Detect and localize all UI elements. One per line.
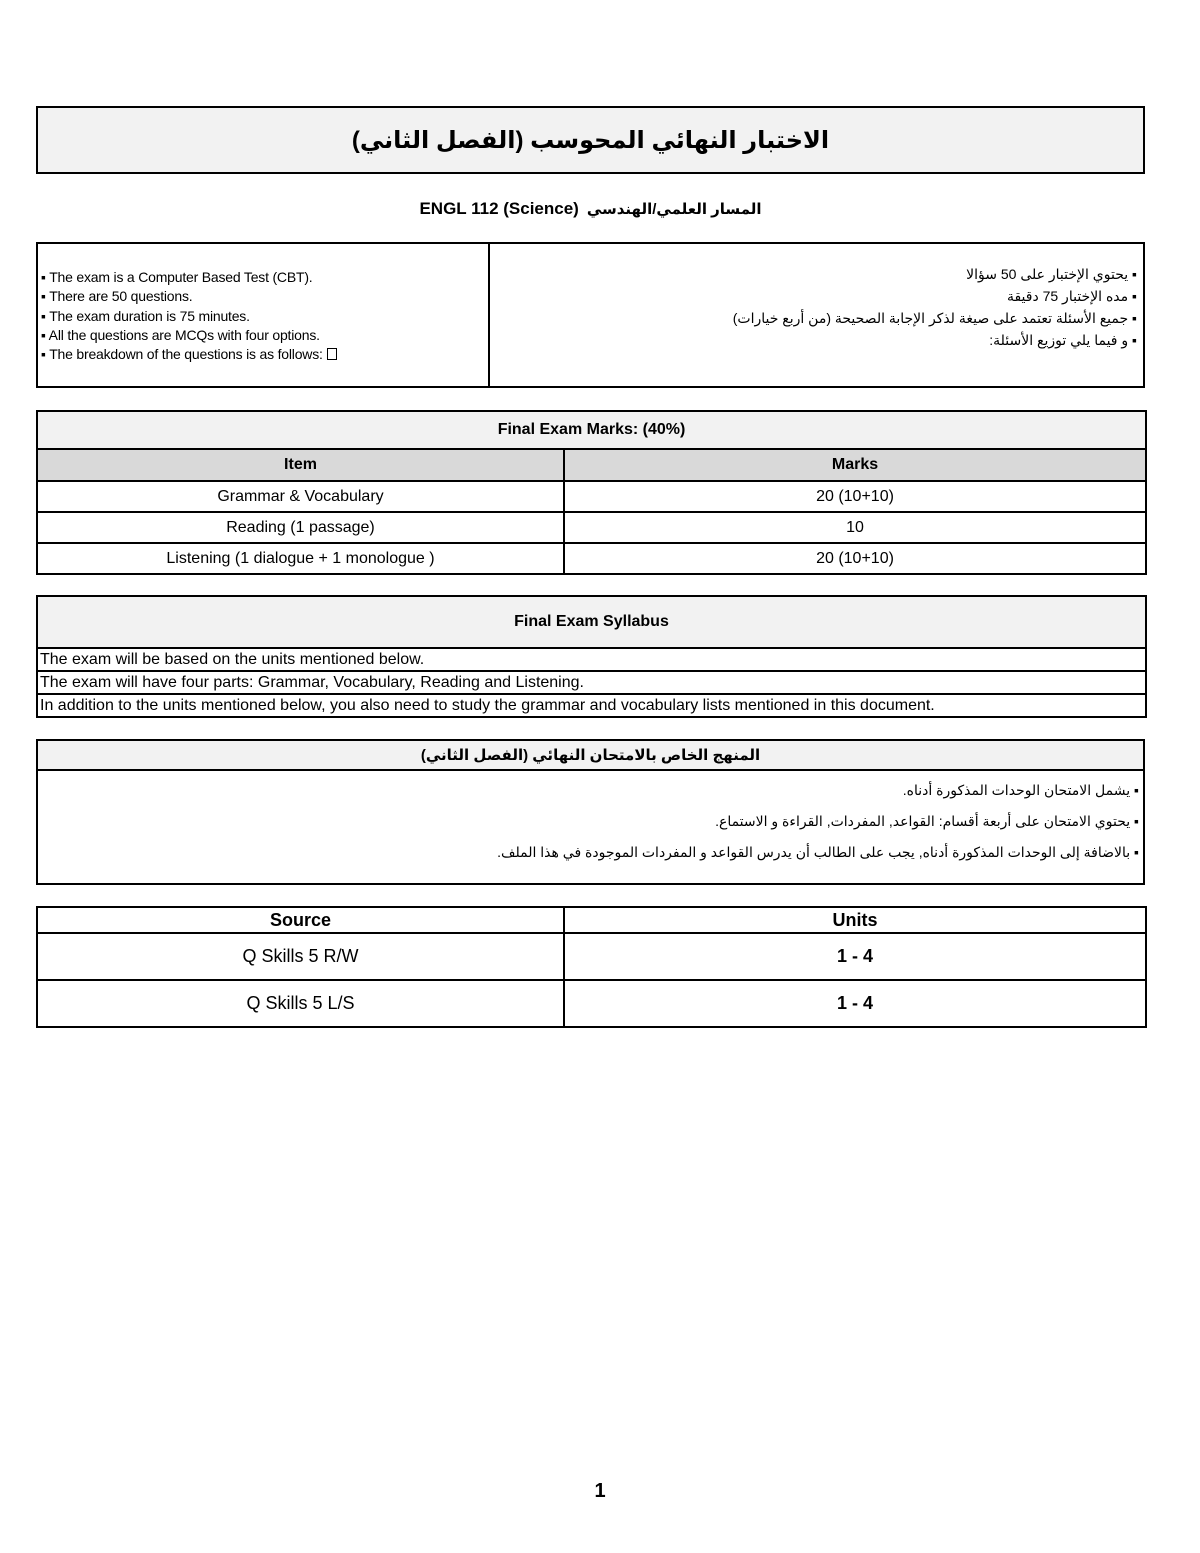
- course-subtitle: [36, 196, 1145, 222]
- info-item: ▪ There are 50 questions.: [41, 288, 193, 305]
- table-row: [37, 648, 1146, 671]
- arabic-syllabus-caption: المنهج الخاص بالامتحان النهائي (الفصل الثاني): [38, 741, 1143, 771]
- info-item-ar: ▪ يحتوي الإختبار على 50 سؤالا: [966, 266, 1137, 282]
- info-item-with-box: [41, 345, 488, 364]
- info-item: ▪ The breakdown of the questions is as follows:: [41, 346, 323, 363]
- units-cell: 1 - 4: [564, 933, 1146, 980]
- missing-glyph-icon: [327, 348, 337, 360]
- syllabus-line: The exam will be based on the units mentioned below.: [37, 648, 1146, 671]
- arabic-syllabus-body: [38, 771, 1143, 868]
- table-cell: Grammar & Vocabulary: [37, 481, 564, 512]
- table-row: [37, 694, 1146, 717]
- info-item: ▪ The exam duration is 75 minutes.: [41, 307, 250, 324]
- table-cell: 20 (10+10): [564, 481, 1146, 512]
- page-title: الاختبار النهائي المحوسب (الفصل الثاني): [351, 126, 830, 154]
- units-cell: 1 - 4: [564, 980, 1146, 1027]
- table-cell: Listening (1 dialogue + 1 monologue ): [37, 543, 564, 574]
- table-row: [37, 481, 1146, 512]
- info-item: ▪ The exam is a Computer Based Test (CBT).: [41, 269, 313, 285]
- syllabus-table: [36, 595, 1147, 718]
- arabic-syllabus-item: ▪ بالاضافة إلى الوحدات المذكورة أدناه, يجب على الطالب أن يدرس القواعد و المفردات الموجودة في هذا الملف.: [497, 844, 1139, 860]
- info-item-ar: ▪ و فيما يلي توزيع الأسئلة:: [989, 332, 1137, 348]
- column-header: Item: [37, 449, 564, 481]
- track-label: المسار العلمي/الهندسي: [586, 201, 762, 218]
- syllabus-line: In addition to the units mentioned below, you also need to study the grammar and vocabulary lists mentioned in this document.: [37, 694, 1146, 717]
- table-row: [37, 933, 1146, 980]
- column-header: Source: [37, 907, 564, 933]
- syllabus-caption: Final Exam Syllabus: [37, 596, 1146, 648]
- exam-info-box: [36, 242, 1145, 388]
- page-number: 1: [594, 1480, 606, 1502]
- course-code: ENGL 112 (Science): [419, 199, 579, 218]
- info-item: ▪ All the questions are MCQs with four options.: [41, 326, 320, 343]
- marks-table: [36, 410, 1147, 575]
- table-row: [37, 671, 1146, 694]
- info-item-ar: ▪ جميع الأسئلة تعتمد على صيغة لذكر الإجابة الصحيحة (من أربع خيارات): [732, 310, 1137, 326]
- syllabus-line: The exam will have four parts: Grammar, Vocabulary, Reading and Listening.: [37, 671, 1146, 694]
- arabic-syllabus-item: ▪ يحتوي الامتحان على أربعة أقسام: القواعد, المفردات, القراءة و الاستماع.: [715, 813, 1139, 829]
- table-row: [37, 980, 1146, 1027]
- info-arabic: [490, 244, 1143, 386]
- source-cell: Q Skills 5 R/W: [37, 933, 564, 980]
- exam-title-box: [36, 106, 1145, 174]
- table-cell: 20 (10+10): [564, 543, 1146, 574]
- arabic-syllabus-box: [36, 739, 1145, 885]
- table-cell: 10: [564, 512, 1146, 543]
- sources-table: [36, 906, 1147, 1028]
- info-english: [38, 244, 490, 386]
- column-header: Marks: [564, 449, 1146, 481]
- marks-caption: Final Exam Marks: (40%): [37, 411, 1146, 449]
- column-header: Units: [564, 907, 1146, 933]
- info-item-ar: ▪ مده الإختبار 75 دقيقة: [1006, 288, 1137, 304]
- table-row: [37, 543, 1146, 574]
- source-cell: Q Skills 5 L/S: [37, 980, 564, 1027]
- arabic-syllabus-item: ▪ يشمل الامتحان الوحدات المذكورة أدناه.: [902, 782, 1139, 798]
- table-cell: Reading (1 passage): [37, 512, 564, 543]
- table-row: [37, 512, 1146, 543]
